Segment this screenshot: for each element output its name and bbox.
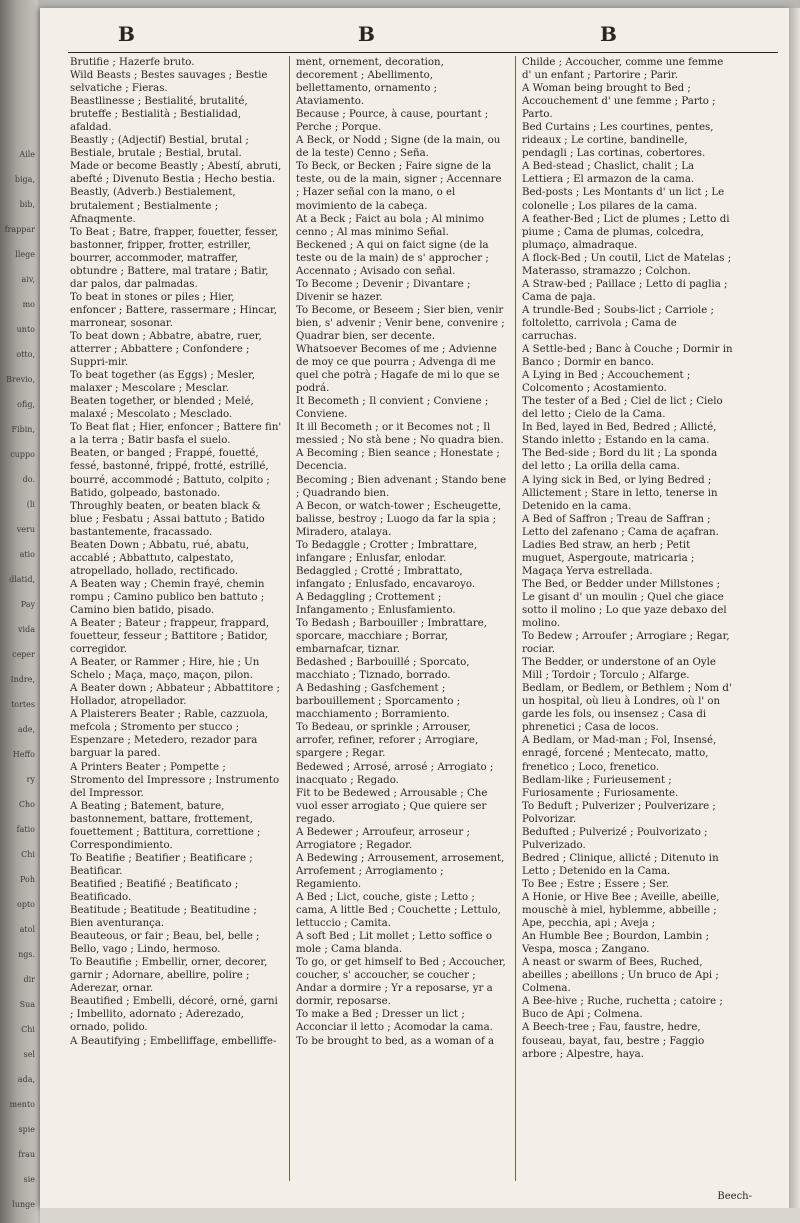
column-2 xyxy=(296,56,508,1186)
dictionary-entry: A neast or swarm of Bees, Ruched, abeilles ; abeillons ; Un bruco de Api ; Colmena. xyxy=(522,957,719,995)
margin-fragment: (li xyxy=(26,500,35,509)
margin-fragment: ry xyxy=(26,775,35,784)
dictionary-entry: A Plaisterers Beater ; Rable, cazzuola, mefcola ; Stromento per stucco ; Espenzare ; Metedero, rezador para barguar la pared. xyxy=(70,709,269,760)
margin-fragment: biga, xyxy=(14,175,35,184)
margin-fragment: frappar xyxy=(4,225,35,234)
dictionary-entry: Bedewed ; Arrosé, arrosé ; Arrogiato ; inacquato ; Regado. xyxy=(296,761,494,786)
column-3 xyxy=(522,56,734,1186)
margin-fragment: Indre, xyxy=(10,675,35,684)
margin-fragment: opto xyxy=(17,900,35,909)
scan-bottom-strip xyxy=(40,1208,800,1223)
column-1 xyxy=(70,56,282,1186)
dictionary-entry: A Bedashing ; Gasfchement ; barbouillement ; Sporcamento ; macchiamento ; Borramiento. xyxy=(296,683,461,721)
margin-fragment: llege xyxy=(15,250,35,259)
dictionary-entry: A Becoming ; Bien seance ; Honestate ; Decencia. xyxy=(296,448,500,473)
dictionary-entry: A Bedlam, or Mad-man ; Fol, Insensé, enragé, forcené ; Mentecato, matto, frenetico ; Loco, frenetico. xyxy=(522,735,717,773)
dictionary-entry: A Bed-stead ; Chaslict, chalit ; La Lettiera ; El armazon de la cama. xyxy=(522,161,695,186)
dictionary-entry: A trundle-Bed ; Soubs-lict ; Carriole ; foltoletto, carrivola ; Cama de carruchas. xyxy=(522,304,714,342)
dictionary-entry: Bedaggled ; Crotté ; Imbrattato, infangato ; Enlusfado, encavaroyo. xyxy=(296,565,476,590)
margin-fragment: spie xyxy=(18,1125,35,1134)
margin-fragment: sie xyxy=(23,1175,35,1184)
dictionary-entry: Whatsoever Becomes of me ; Advienne de moy ce que pourra ; Advenga di me quel che potrà ; Hagafe de mi lo que se podrá. xyxy=(296,344,500,395)
margin-fragment: sel xyxy=(23,1050,35,1059)
margin-fragment: dlatid, xyxy=(9,575,35,584)
dictionary-entry: A Beck, or Nodd ; Signe (de la main, ou de la teste) Cenno ; Seña. xyxy=(296,135,501,160)
dictionary-entry: A Straw-bed ; Paillace ; Letto di paglia ; Cama de paja. xyxy=(522,278,728,303)
dictionary-entry: Beastly ; (Adjectif) Bestial, brutal ; Bestiale, brutale ; Bestial, brutal. xyxy=(70,135,249,160)
dictionary-entry: A Printers Beater ; Pompette ; Stromento del Impressore ; Instrumento del Impressor. xyxy=(70,761,280,799)
dictionary-entry: To Beck, or Becken ; Faire signe de la teste, ou de la main, signer ; Accennare ; Hazer señal con la mano, o el movimiento de la cabeça. xyxy=(296,161,502,212)
dictionary-entry: To make a Bed ; Dresser un lict ; Acconciar il letto ; Acomodar la cama. xyxy=(296,1009,493,1034)
header-rule xyxy=(68,52,778,53)
dictionary-entry: A feather-Bed ; Lict de plumes ; Letto di piume ; Cama de plumas, colcedra, plumaço, almadraque. xyxy=(522,213,730,251)
dictionary-entry: To Beat flat ; Hier, enfoncer ; Battere fin' a la terra ; Batir basfa el suelo. xyxy=(70,422,282,447)
dictionary-entry: A flock-Bed ; Un coutil, Lict de Matelas ; Materasso, stramazzo ; Colchon. xyxy=(522,252,732,277)
dictionary-entry: The Bed-side ; Bord du lit ; La sponda del letto ; La orilla della cama. xyxy=(522,448,718,473)
dictionary-entry: Made or become Beastly ; Abestí, abruti, abefté ; Divenuto Bestia ; Hecho bestia. xyxy=(70,161,282,186)
margin-fragment: ade, xyxy=(17,725,35,734)
margin-fragment: bib, xyxy=(19,200,35,209)
dictionary-entry: The Bed, or Bedder under Millstones ; Le gisant d' un moulin ; Quel che giace sotto il molino ; Lo que yaze debaxo del molino. xyxy=(522,578,727,630)
dictionary-entry: Childe ; Accoucher, comme une femme d' un enfant ; Partorire ; Parir. xyxy=(522,57,724,82)
margin-fragment: Fibin, xyxy=(11,425,35,434)
dictionary-entry: Bedashed ; Barbouillé ; Sporcato, macchiato ; Tiznado, borrado. xyxy=(296,657,470,682)
dictionary-entry: A Beautifying ; Embelliffage, embelliffe- xyxy=(70,1035,277,1047)
margin-fragment: lunge xyxy=(12,1200,35,1209)
dictionary-entry: A Lying in Bed ; Accouchement ; Colcomento ; Acostamiento. xyxy=(522,370,691,395)
margin-fragment: otto, xyxy=(16,350,35,359)
dictionary-entry: To Beautifie ; Embellir, orner, decorer, garnir ; Adornare, abellire, polire ; Aderezar, ornar. xyxy=(70,957,268,995)
dictionary-page xyxy=(40,8,792,1208)
dictionary-entry: It Becometh ; Il convient ; Conviene ; Conviene. xyxy=(296,396,489,421)
margin-fragment: unto xyxy=(16,325,35,334)
dictionary-entry: Bed-posts ; Les Montants d' un lict ; Le colonelle ; Los pilares de la cama. xyxy=(522,187,725,212)
dictionary-entry: To Bee ; Estre ; Essere ; Ser. xyxy=(522,878,670,890)
margin-fragment: ofig, xyxy=(17,400,35,409)
catchword: Beech- xyxy=(717,1191,752,1202)
margin-fragment: Aile xyxy=(19,150,35,159)
dictionary-entry: A Settle-bed ; Banc à Couche ; Dormir in Banco ; Dormir en banco. xyxy=(522,344,733,369)
margin-fragment: ceper xyxy=(12,650,35,659)
dictionary-entry: The Bedder, or understone of an Oyle Mill ; Tordoir ; Torculo ; Alfarge. xyxy=(522,657,716,682)
dictionary-entry: At a Beck ; Faict au bola ; Al minimo cenno ; Al mas minimo Señal. xyxy=(296,213,485,238)
margin-fragment: Pay xyxy=(20,600,35,609)
column-divider xyxy=(289,56,290,1181)
page-letter-left: B xyxy=(118,22,135,46)
dictionary-entry: To Become, or Beseem ; Sier bien, venir bien, s' advenir ; Venir bene, convenire ; Quadrar bien, ser decente. xyxy=(296,304,505,342)
dictionary-entry: Bedufted ; Pulverizé ; Poulvorizato ; Pulverizado. xyxy=(522,826,708,851)
dictionary-entry: Wild Beasts ; Bestes sauvages ; Bestie selvatiche ; Fieras. xyxy=(70,70,268,95)
dictionary-entry: Beatified ; Beatifié ; Beatificato ; Beatificado. xyxy=(70,878,239,903)
dictionary-entry: A Beater down ; Abbateur ; Abbattitore ; Hollador, atropellador. xyxy=(70,683,280,708)
dictionary-entry: A lying sick in Bed, or lying Bedred ; Allictement ; Stare in letto, tenerse in Detenido en la cama. xyxy=(522,474,718,512)
dictionary-entry: A Beater, or Rammer ; Hire, hie ; Un Schelo ; Maça, maço, maçon, pilon. xyxy=(70,657,260,682)
dictionary-entry: An Humble Bee ; Bourdon, Lambin ; Vespa, mosca ; Zangano. xyxy=(522,931,710,956)
dictionary-entry: A Honie, or Hive Bee ; Aveille, abeille, mouschè à miel, hyblemme, abbeille ; Ape, pecchia, api ; Aveja ; xyxy=(522,892,720,930)
dictionary-entry: Ladies Bed straw, an herb ; Petit muguet, Aspergoute, matricaria ; Magaça Yerva estrellada. xyxy=(522,539,695,577)
margin-fragment: aiv, xyxy=(21,275,35,284)
margin-fragment: fatio xyxy=(16,825,35,834)
dictionary-entry: A Bee-hive ; Ruche, ruchetta ; catoire ; Buco de Api ; Colmena. xyxy=(522,996,723,1021)
dictionary-entry: Bedlam, or Bedlem, or Bethlem ; Nom d' un hospital, où lieu à Londres, où l' on garde les fols, ou insensez ; Casa di phrenetici ; Casa de locos. xyxy=(522,683,732,734)
margin-fragment: Brevio, xyxy=(6,375,35,384)
dictionary-entry: Beckened ; A qui on faict signe (de la teste ou de la main) de s' approcher ; Accennato ; Avisado con señal. xyxy=(296,239,489,277)
dictionary-entry: Beaten together, or blended ; Melé, malaxé ; Mescolato ; Mesclado. xyxy=(70,396,254,421)
dictionary-entry: ment, ornement, decoration, decorement ; Abellimento, bellettamento, ornamento ; Ataviamento. xyxy=(296,57,444,108)
margin-fragment: Chi xyxy=(21,1025,35,1034)
margin-fragment: Cho xyxy=(18,800,35,809)
dictionary-entry: A Beater ; Bateur ; frappeur, frappard, fouetteur, fesseur ; Battitore ; Batidor, corregidor. xyxy=(70,618,270,656)
dictionary-entry: Throughly beaten, or beaten black & blue ; Fesbatu ; Assai battuto ; Batido bastantemente, fracassado. xyxy=(70,500,265,538)
dictionary-entry: The tester of a Bed ; Ciel de lict ; Cielo del letto ; Cielo de la Cama. xyxy=(522,396,723,421)
margin-fragment: cuppo xyxy=(10,450,35,459)
dictionary-entry: A Bed ; Lict, couche, giste ; Letto ; cama, A little Bed ; Couchette ; Lettulo, lettuccio ; Camita. xyxy=(296,892,501,930)
dictionary-entry: Brutifie ; Hazerfe bruto. xyxy=(70,57,195,68)
dictionary-entry: A Bedewer ; Arroufeur, arroseur ; Arrogiatore ; Regador. xyxy=(296,826,470,851)
margin-fragment: veru xyxy=(16,525,35,534)
dictionary-entry: To Bedew ; Arroufer ; Arrogiare ; Regar, rociar. xyxy=(522,631,730,656)
dictionary-entry: To be brought to bed, as a woman of a xyxy=(296,1035,495,1047)
dictionary-entry: Beautified ; Embelli, décoré, orné, garni ; Imbellito, adornato ; Aderezado, ornado, polido. xyxy=(70,996,278,1034)
page-letter-right: B xyxy=(600,22,617,46)
margin-fragment: Heffo xyxy=(12,750,35,759)
dictionary-entry: Bedlam-like ; Furieusement ; Furiosamente ; Furiosamente. xyxy=(522,774,679,799)
dictionary-entry: Because ; Pource, à cause, pourtant ; Perche ; Porque. xyxy=(296,109,489,134)
dictionary-entry: A Beech-tree ; Fau, faustre, hedre, fouseau, bayat, fau, bestre ; Faggio arbore ; Alpestre, haya. xyxy=(522,1022,705,1060)
margin-fragment: ada, xyxy=(17,1075,35,1084)
margin-fragment: Chi xyxy=(21,850,35,859)
dictionary-entry: To beat down ; Abbatre, abatre, ruer, atterrer ; Abbattere ; Confondere ; Suppri-mir. xyxy=(70,330,262,369)
dictionary-entry: A Bed of Saffron ; Treau de Saffran ; Letto del zafenano ; Cama de açafran. xyxy=(522,513,719,538)
dictionary-entry: Bedred ; Clinique, allicté ; Ditenuto in Letto ; Detenido en la Cama. xyxy=(522,852,719,877)
page-fold xyxy=(789,8,800,1208)
dictionary-entry: To beat in stones or piles ; Hier, enfoncer ; Battere, rassermare ; Hincar, marronear, sosonar. xyxy=(70,291,278,329)
margin-fragment: tortes xyxy=(11,700,35,709)
dictionary-entry: Beastlinesse ; Bestialité, brutalité, bruteffe ; Bestialità ; Bestialidad, afaldad. xyxy=(70,96,248,134)
margin-fragment: frau xyxy=(18,1150,35,1159)
dictionary-entry: A Bedewing ; Arrousement, arrosement, Arrofement ; Arrogiamento ; Regamiento. xyxy=(296,852,505,890)
margin-fragment: mento xyxy=(9,1100,35,1109)
margin-fragment: Poh xyxy=(19,875,35,884)
dictionary-entry: A Beating ; Batement, bature, bastonnement, battare, frottement, fouettement ; Battitura, correttione ; Correspondimiento. xyxy=(70,800,261,851)
dictionary-entry: Beauteous, or fair ; Beau, bel, belle ; Bello, vago ; Lindo, hermoso. xyxy=(70,931,260,956)
dictionary-entry: A Bedaggling ; Crottement ; Infangamento ; Enlusfamiento. xyxy=(296,591,456,616)
dictionary-entry: To Beat ; Batre, frapper, fouetter, fesser, bastonner, fripper, frotter, estriller, bourrer, accommoder, matraffer, obtundre ; Battere, mal tratare ; Batir, dar palos, dar palmadas. xyxy=(70,226,279,290)
margin-fragment: ngs. xyxy=(18,950,35,959)
margin-fragment: Sua xyxy=(19,1000,35,1009)
dictionary-entry: To Beduft ; Pulverizer ; Poulverizare ; Polvorizar. xyxy=(522,800,716,825)
dictionary-entry: To go, or get himself to Bed ; Accoucher, coucher, s' accoucher, se coucher ; Andar a dormire ; Yr a reposarse, yr a dormir, reposarse. xyxy=(296,957,506,1008)
dictionary-entry: A Beaten way ; Chemin frayé, chemin rompu ; Camino publico ben battuto ; Camino bien batido, pisado. xyxy=(70,578,265,616)
page-letter-center: B xyxy=(358,22,375,46)
dictionary-entry: Beaten Down ; Abbatu, rué, abatu, accablé ; Abbattuto, calpestato, atropellado, hollado, rectificado. xyxy=(70,539,250,577)
dictionary-entry: Beatitude ; Beatitude ; Beatitudine ; Bien aventurança. xyxy=(70,905,257,930)
dictionary-entry: To Beatifie ; Beatifier ; Beatificare ; Beatificar. xyxy=(70,852,253,877)
dictionary-entry: Beaten, or banged ; Frappé, fouetté, fessé, bastonné, frippé, frotté, estrillé, bourré, accommodé ; Battuto, colpito ; Batido, golpeado, bastonado. xyxy=(70,448,270,499)
dictionary-entry: It ill Becometh ; or it Becomes not ; Il messied ; No stà bene ; No quadra bien. xyxy=(296,422,504,447)
dictionary-entry: A soft Bed ; Lit mollet ; Letto soffice o mole ; Cama blanda. xyxy=(296,931,493,956)
dictionary-entry: To Bedaggle ; Crotter ; Imbrattare, infangare ; Enlusfar, enlodar. xyxy=(296,539,478,564)
dictionary-entry: To beat together (as Eggs) ; Mesler, malaxer ; Mescolare ; Mesclar. xyxy=(70,370,255,395)
column-divider xyxy=(515,56,516,1181)
margin-fragment: atol xyxy=(19,925,35,934)
dictionary-entry: Becoming ; Bien advenant ; Stando bene ; Quadrando bien. xyxy=(296,474,507,499)
dictionary-entry: A Becon, or watch-tower ; Escheugette, balisse, bestroy ; Luogo da far la spia ; Miradero, atalaya. xyxy=(296,500,502,538)
margin-fragment: mo xyxy=(22,300,35,309)
margin-fragment: do. xyxy=(22,475,35,484)
previous-page-edge xyxy=(0,0,38,1223)
dictionary-entry: To Bedeau, or sprinkle ; Arrouser, arrofer, refiner, reforer ; Arrogiare, spargere ; Regar. xyxy=(296,722,479,760)
dictionary-entry: Beastly, (Adverb.) Bestialement, brutalement ; Bestialmente ; Afnaqmente. xyxy=(70,187,236,225)
dictionary-entry: In Bed, layed in Bed, Bedred ; Allicté, Stando inletto ; Estando en la cama. xyxy=(522,422,717,447)
dictionary-entry: Fit to be Bedewed ; Arrousable ; Che vuol esser arrogiato ; Que quiere ser regado. xyxy=(296,787,488,825)
margin-fragment: vida xyxy=(18,625,35,634)
dictionary-entry: To Bedash ; Barbouiller ; Imbrattare, sporcare, macchiare ; Borrar, embarnafcar, tiznar. xyxy=(296,618,487,656)
margin-fragment: atio xyxy=(19,550,35,559)
dictionary-entry: To Become ; Devenir ; Divantare ; Divenir se hazer. xyxy=(296,278,471,303)
dictionary-entry: Bed Curtains ; Les courtines, pentes, rideaux ; Le cortine, bandinelle, pendagli ; Las cortinas, cobertores. xyxy=(522,122,714,160)
margin-fragment: dir xyxy=(23,975,35,984)
dictionary-entry: A Woman being brought to Bed ; Accouchement d' une femme ; Parto ; Parto. xyxy=(522,83,716,121)
